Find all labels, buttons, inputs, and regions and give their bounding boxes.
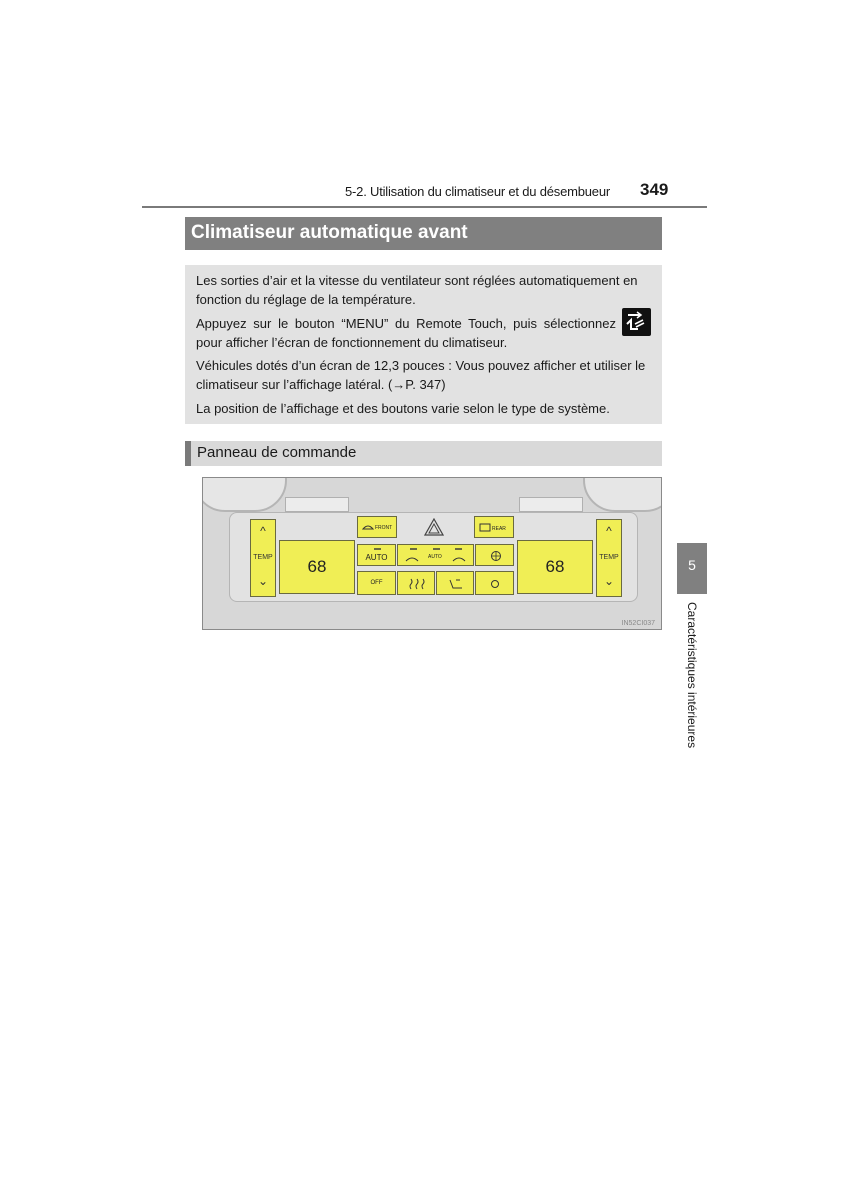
intro-paragraph-2: Appuyez sur le bouton “MENU” du Remote Touch, puis sélectionnez pour afficher l’écran de fonctionnement du climatiseur. <box>196 316 616 350</box>
section-title-bar <box>185 217 662 250</box>
down-arrow-icon: ⌄ <box>603 574 615 588</box>
control-panel-figure <box>202 477 662 630</box>
header-rule <box>142 206 707 208</box>
heat-mode-button[interactable] <box>397 571 435 595</box>
heat-waves-icon <box>408 578 426 592</box>
down-arrow-icon: ⌄ <box>257 574 269 588</box>
up-arrow-icon: ^ <box>260 524 266 538</box>
climate-icon <box>622 308 651 336</box>
ac-button[interactable] <box>475 571 514 595</box>
temp-label-left: TEMP <box>253 554 273 561</box>
running-header: 5-2. Utilisation du climatiseur et du désembueur <box>345 184 610 199</box>
temp-label-right: TEMP <box>599 554 619 561</box>
front-defrost-icon <box>362 523 374 533</box>
page-number: 349 <box>640 180 669 199</box>
left-temp-control[interactable] <box>250 519 276 597</box>
subsection-accent <box>185 441 191 466</box>
auto-label: AUTO <box>365 553 388 562</box>
auto-small-label: AUTO <box>428 554 442 560</box>
section-title: Climatiseur automatique avant <box>191 222 468 243</box>
chapter-tab <box>677 543 707 594</box>
chapter-number: 5 <box>688 557 696 573</box>
intro-paragraph-3: Véhicules dotés d’un écran de 12,3 pouces : Vous pouvez afficher et utiliser le climatiseur sur l’affichage latéral. (→P. 347) <box>196 358 646 392</box>
off-label: OFF <box>370 580 383 586</box>
rear-defrost-button[interactable] <box>474 516 514 538</box>
airflow-mode-button[interactable] <box>397 544 474 566</box>
left-vent-slot <box>285 497 349 512</box>
seat-button[interactable] <box>436 571 474 595</box>
intro-paragraph-1: Les sorties d’air et la vitesse du ventilateur sont réglées automatiquement en fonction du réglage de la température. <box>196 273 638 307</box>
auto-button[interactable] <box>357 544 396 566</box>
auto-indicator <box>374 548 381 550</box>
ac-icon <box>490 579 500 591</box>
intro-paragraph-4: La position de l’affichage et des boutons varie selon le type de système. <box>196 401 610 416</box>
up-arrow-icon: ^ <box>606 524 612 538</box>
chapter-title-vertical: Caractéristiques intérieures <box>685 602 699 749</box>
subsection-title: Panneau de commande <box>197 444 357 461</box>
recirculation-icon <box>405 554 419 564</box>
image-code: IN52CI037 <box>621 620 655 627</box>
left-temp-display: 68 <box>279 540 355 594</box>
hazard-icon <box>424 518 444 536</box>
intro-box <box>185 265 662 424</box>
panel-frame <box>229 512 638 602</box>
off-button[interactable] <box>357 571 396 595</box>
rear-defrost-icon <box>479 523 491 534</box>
mode-indicator-3 <box>455 548 462 550</box>
seat-icon <box>448 578 464 592</box>
right-temp-display: 68 <box>517 540 593 594</box>
fan-icon <box>490 550 502 564</box>
front-defrost-button[interactable] <box>357 516 397 538</box>
left-dial <box>202 477 287 512</box>
rear-label: REAR <box>492 526 506 532</box>
right-dial <box>583 477 662 512</box>
fan-button[interactable] <box>475 544 514 566</box>
right-temp-control[interactable] <box>596 519 622 597</box>
subsection-title-bar <box>185 441 662 466</box>
fresh-air-icon <box>452 554 466 564</box>
mode-indicator-2 <box>433 548 440 550</box>
right-vent-slot <box>519 497 583 512</box>
mode-indicator-1 <box>410 548 417 550</box>
front-label: FRONT <box>375 525 393 531</box>
